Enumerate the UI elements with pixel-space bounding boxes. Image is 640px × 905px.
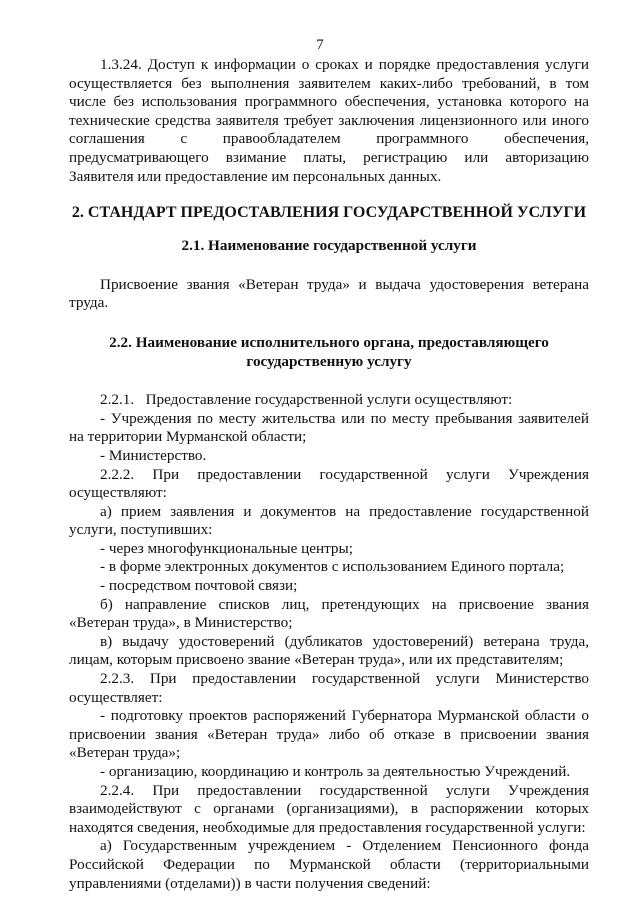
list-item-2-2-3-control: - организацию, координацию и контроль за деятельностью Учреждений. bbox=[100, 763, 571, 780]
list-item-2-2-1-institutions: - Учреждения по месту жительства или по месту пребывания заявителей на территории Мурманской области; bbox=[69, 409, 589, 446]
paragraph-2-2-2: 2.2.2. При предоставлении государственной услуги Учреждения осуществляют: bbox=[69, 465, 589, 502]
list-item-2-2-2-b: б) направление списков лиц, претендующих на присвоение звания «Ветеран труда», в Министерство; bbox=[69, 595, 589, 632]
subsection-2-2-title-line2: государственную услугу bbox=[246, 352, 412, 370]
document-body bbox=[69, 56, 589, 893]
list-item-2-2-2-a1: - через многофункциональные центры; bbox=[100, 539, 353, 557]
subsection-2-2-title bbox=[69, 334, 589, 371]
paragraph-2-1-text: Присвоение звания «Ветеран труда» и выдача удостоверения ветерана труда. bbox=[69, 275, 589, 312]
list-item-2-2-2-a3: - посредством почтовой связи; bbox=[100, 577, 298, 595]
list-item-2-2-4-a: а) Государственным учреждением - Отделением Пенсионного фонда Российской Федерации по Мурманской области (территориальными управлениями (отделами)) в части получения сведений: bbox=[69, 837, 589, 892]
paragraph-2-2-1: 2.2.1. Предоставление государственной услуги осуществляют: bbox=[100, 391, 513, 409]
paragraph-2-2-3: 2.2.3. При предоставлении государственной услуги Министерство осуществляет: bbox=[69, 670, 589, 706]
list-item-2-2-3-drafts: - подготовку проектов распоряжений Губернатора Мурманской области о присвоении звания «Ветеран труда» либо об отказе в присвоении звания «Ветеран труда»; bbox=[69, 707, 589, 762]
section-2-title: 2. СТАНДАРТ ПРЕДОСТАВЛЕНИЯ ГОСУДАРСТВЕННОЙ УСЛУГИ bbox=[71, 204, 587, 222]
list-item-2-2-2-a2: - в форме электронных документов с использованием Единого портала; bbox=[100, 558, 565, 576]
list-item-2-2-2-a: а) прием заявления и документов на предоставление государственной услуги, поступивших: bbox=[69, 502, 589, 539]
paragraph-2-2-4: 2.2.4. При предоставлении государственной услуги Учреждения взаимодействуют с органами (организациями), в распоряжении которых находятся сведения, необходимые для предоставления государственной услуги: bbox=[69, 781, 589, 836]
subsection-2-1-title: 2.1. Наименование государственной услуги bbox=[181, 237, 477, 255]
list-item-2-2-2-v: в) выдачу удостоверений (дубликатов удостоверений) ветерана труда, лицам, которым присвоено звание «Ветеран труда», или их представителям; bbox=[69, 632, 589, 669]
paragraph-1-3-24: 1.3.24. Доступ к информации о сроках и порядке предоставления услуги осуществляется без выполнения заявителем каких-либо требований, в том числе без использования программного обеспечения, установка которого на технические средства заявителя требует заключения лицензионного или иного соглашения с правообладателем программного обеспечения, предусматривающего взимание платы, регистрацию или авторизацию Заявителя или предоставление им персональных данных. bbox=[69, 56, 589, 185]
subsection-2-2-title-line1: 2.2. Наименование исполнительного органа, предоставляющего bbox=[109, 333, 549, 351]
list-item-2-2-1-ministry: - Министерство. bbox=[100, 446, 207, 464]
page-number: 7 bbox=[316, 37, 324, 53]
